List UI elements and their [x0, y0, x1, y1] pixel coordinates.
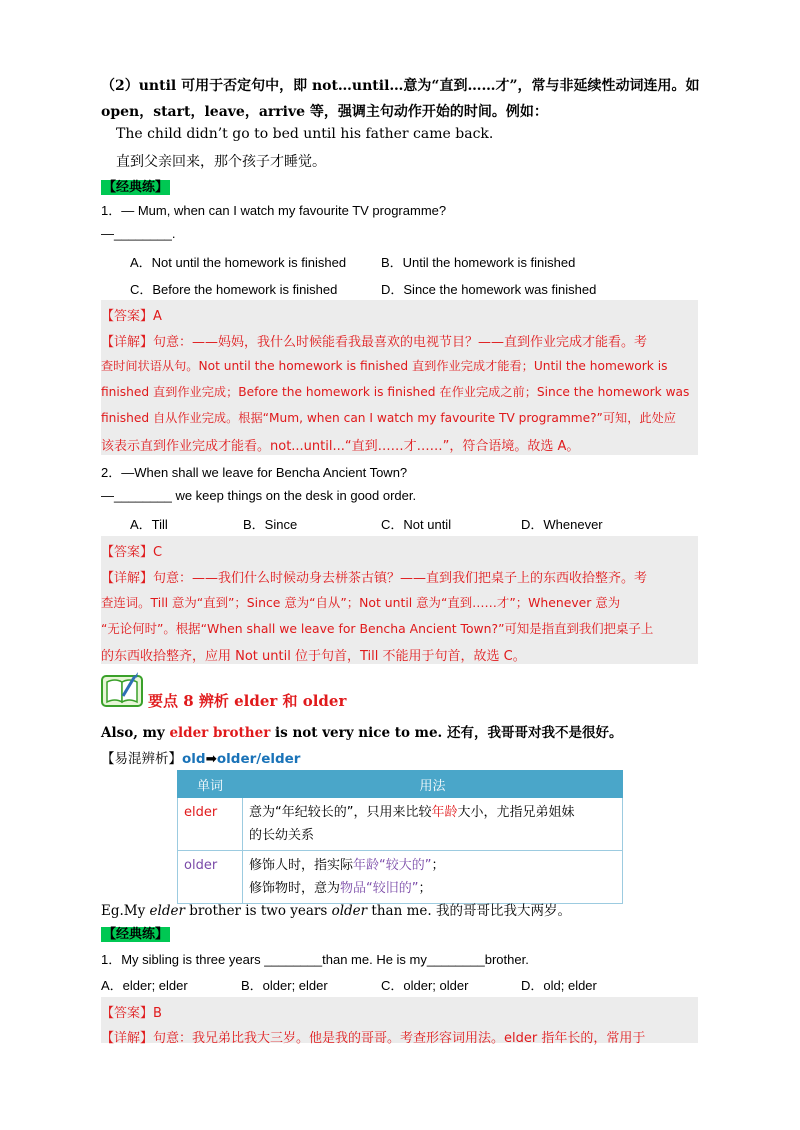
- intro-line-1: （2）until 可用于否定句中，即 not…until…意为“直到……才”，常与非延续性动词连用。如: [101, 78, 700, 94]
- q2-explain-line: 查连词。Till 意为“直到”；Since 意为“自从”；Not until 意为“直到……才”；Whenever 意为: [101, 595, 621, 610]
- intro-line-2: open，start，leave，arrive 等，强调主句动作开始的时间。例如：: [101, 104, 548, 120]
- q1-option-b: B．Until the homework is finished: [381, 255, 576, 270]
- section-sentence: Also, my elder brother is not very nice to me. 还有，我哥哥对我不是很好。: [101, 725, 623, 741]
- table-cell-word: older: [178, 851, 243, 904]
- table-cell-usage: 修饰人时，指实际年龄“较大的”； 修饰物时，意为物品“较旧的”；: [243, 851, 623, 904]
- q3-answer: 【答案】B: [101, 1006, 162, 1021]
- q3-option-d: D．old; elder: [521, 978, 597, 993]
- q3-explain-line: 【详解】句意：我兄弟比我大三岁。他是我的哥哥。考查形容词用法。elder 指年长的，常用于: [101, 1031, 646, 1046]
- q1-explain-line: 该表示直到作业完成才能看。not...until...“直到……才……”，符合语境。故选 A。: [101, 439, 580, 454]
- q2-answer: 【答案】C: [101, 545, 163, 560]
- q3-option-c: C．older; older: [381, 978, 469, 993]
- table-row: [178, 851, 623, 904]
- q2-explain-line: “无论何时”。根据“When shall we leave for Bencha Ancient Town?”可知是指直到我们把桌子上: [101, 621, 654, 636]
- section-title: 要点 8 辨析 elder 和 older: [148, 692, 347, 710]
- table-cell-word: elder: [178, 798, 243, 851]
- table-header-word: 单词: [178, 771, 243, 798]
- usage-table: [177, 770, 623, 904]
- q1-option-c: C．Before the homework is finished: [130, 282, 338, 297]
- confuse-label: 【易混辨析】old➡older/elder: [101, 751, 301, 767]
- q3-stem: 1．My sibling is three years ________than me. He is my________brother.: [101, 952, 529, 967]
- q1-reply: —________.: [101, 226, 176, 241]
- q1-explain-line: 【详解】句意：——妈妈，我什么时候能看我最喜欢的电视节目？——直到作业完成才能看。考: [101, 335, 648, 350]
- q1-explain-line: 查时间状语从句。Not until the homework is finished 直到作业完成才能看；Until the homework is: [101, 359, 668, 373]
- table-cell-usage: 意为“年纪较长的”，只用来比较年龄大小，尤指兄弟姐妹 的长幼关系: [243, 798, 623, 851]
- table-header-usage: 用法: [243, 771, 623, 798]
- q2-explain-line: 【详解】句意：——我们什么时候动身去栟茶古镇？——直到我们把桌子上的东西收拾整齐。考: [101, 571, 648, 586]
- q2-stem: 2．—When shall we leave for Bencha Ancient Town?: [101, 465, 408, 480]
- q2-option-c: C．Not until: [381, 517, 452, 532]
- q1-explain-line: finished 自从作业完成。根据“Mum, when can I watch my favourite TV programme?”可知，此处应: [101, 411, 676, 425]
- table-row: [178, 798, 623, 851]
- q1-option-a: A．Not until the homework is finished: [130, 255, 347, 270]
- book-icon: [101, 672, 145, 708]
- q1-explain-line: finished 直到作业完成；Before the homework is finished 在作业完成之前；Since the homework was: [101, 385, 690, 399]
- intro-example-en: The child didn’t go to bed until his father came back.: [116, 126, 494, 142]
- q2-option-d: D．Whenever: [521, 517, 603, 532]
- example-sentence: Eg.My elder brother is two years older than me. 我的哥哥比我大两岁。: [101, 903, 571, 919]
- table-header-row: [178, 771, 623, 798]
- intro-example-cn: 直到父亲回来，那个孩子才睡觉。: [116, 154, 326, 170]
- q2-option-a: A．Till: [130, 517, 168, 532]
- q1-answer-box: [101, 300, 698, 455]
- q3-option-a: A．elder; elder: [101, 978, 188, 993]
- q1-stem: 1．— Mum, when can I watch my favourite TV programme?: [101, 203, 447, 218]
- practice-tag: 【经典练】: [103, 180, 169, 195]
- q1-option-d: D．Since the homework was finished: [381, 282, 597, 297]
- q3-option-b: B．older; elder: [241, 978, 328, 993]
- q2-explain-line: 的东西收拾整齐，应用 Not until 位于句首，Till 不能用于句首，故选 C。: [101, 649, 526, 664]
- q1-answer: 【答案】A: [101, 309, 162, 324]
- q2-reply: —________ we keep things on the desk in good order.: [101, 488, 417, 503]
- practice-tag-2: 【经典练】: [103, 927, 169, 942]
- q2-option-b: B．Since: [243, 517, 298, 532]
